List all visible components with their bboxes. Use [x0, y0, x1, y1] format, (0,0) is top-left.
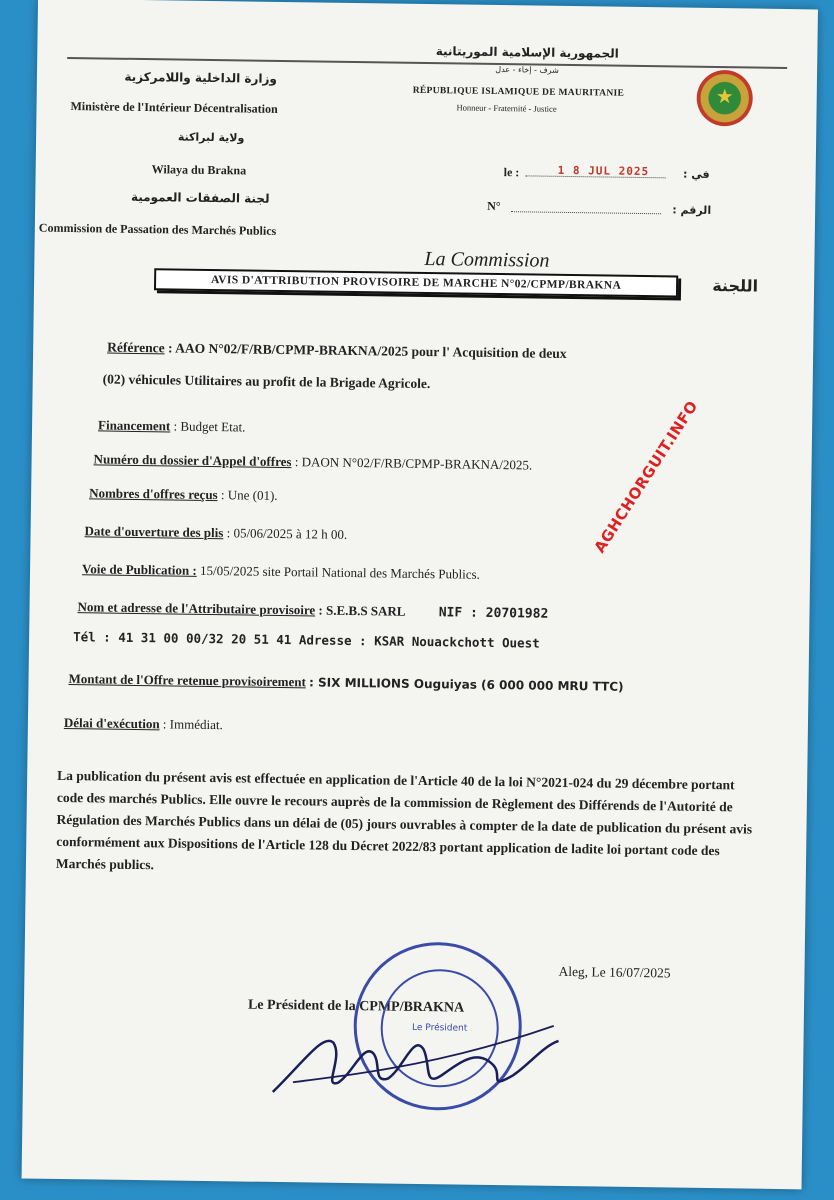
delai-line	[64, 715, 223, 733]
commission-ar: لجنة الصفقات العمومية	[130, 189, 270, 206]
dossier-value: : DAON N°02/F/RB/CPMP-BRAKNA/2025.	[294, 454, 533, 473]
number-label-fr: N°	[487, 198, 501, 214]
reference-value-2: (02) véhicules Utilitaires au profit de la Brigade Agricole.	[102, 371, 431, 392]
stamp-text: Le Président	[412, 1022, 468, 1034]
number-line	[511, 211, 661, 214]
ouverture-line	[84, 523, 347, 543]
number-label-ar: الرقم :	[672, 203, 712, 217]
ministry-fr: Ministère de l'Intérieur Décentralisation	[70, 99, 278, 116]
financement-label: Financement	[97, 417, 171, 434]
header-rule	[67, 57, 787, 69]
attributaire-value: : S.E.B.S SARL	[318, 602, 406, 619]
signatory: Le Président de la CPMP/BRAKNA	[247, 997, 465, 1016]
financement-value: : Budget Etat.	[173, 418, 246, 435]
commission-fr: Commission de Passation des Marchés Publics	[38, 220, 277, 238]
watermark: AGHCHORGUIT.INFO	[590, 397, 702, 557]
financement-line	[98, 417, 246, 435]
notice-title: AVIS D'ATTRIBUTION PROVISOIRE DE MARCHE N°02/CPMP/BRAKNA	[154, 268, 678, 297]
republic-ar: الجمهورية الإسلامية الموريتانية	[435, 44, 619, 61]
ouverture-value: : 05/06/2025 à 12 h 00.	[226, 525, 348, 542]
nif: NIF : 20701982	[438, 605, 549, 622]
date-label-ar: في :	[682, 167, 710, 181]
dossier-label: Numéro du dossier d'Appel d'offres	[93, 451, 292, 470]
legal-paragraph: La publication du présent avis est effectuée en application de l'Article 40 de la loi N°2021-024 du 29 décembre portant code des marchés Publics. Elle ouvre le recours auprès de la commission de Règlement des Différends de l'Autorité de Régulation des Marchés Publics dans un délai de (05) jours ouvrables à compter de la date de publication du présent avis conformément aux Dispositions de l'Article 128 du Décret 2022/83 portant application de ladite loi portant code des Marchés publics.	[55, 767, 753, 873]
dossier-line	[93, 451, 532, 473]
attributaire-line	[77, 599, 548, 622]
reference-value: : AAO N°02/F/RB/CPMP-BRAKNA/2025 pour l' Acquisition de deux	[167, 340, 567, 361]
emblem-star-icon: ★	[715, 86, 734, 109]
handwritten-signature	[263, 1002, 565, 1116]
wilaya-ar: ولاية لبراكنة	[177, 130, 245, 145]
reference-line	[107, 340, 567, 362]
offres-line	[89, 485, 278, 504]
publication-line	[82, 561, 480, 583]
delai-value: : Immédiat.	[162, 716, 223, 733]
handwritten-title: La Commission	[424, 247, 550, 272]
place-date: Aleg, Le 16/07/2025	[558, 963, 671, 981]
attributaire-label: Nom et adresse de l'Attributaire provisoire	[77, 599, 316, 618]
tel-address: Tél : 41 31 00 00/32 20 51 41 Adresse : KSAR Nouackchott Ouest	[73, 629, 540, 651]
offres-label: Nombres d'offres reçus	[89, 485, 218, 503]
date-label-fr: le :	[503, 165, 520, 180]
reference-label: Référence	[107, 339, 165, 356]
ouverture-label: Date d'ouverture des plis	[84, 523, 224, 541]
montant-value: : SIX MILLIONS Ouguiyas (6 000 000 MRU TTC)	[309, 675, 624, 694]
date-stamp: 1 8 JUL 2025	[557, 163, 650, 179]
montant-line	[68, 671, 623, 695]
mauritania-emblem	[696, 70, 753, 127]
motto-fr: Honneur - Fraternité - Justice	[456, 102, 557, 114]
title-ar: اللجنة	[712, 275, 759, 296]
republic-fr: RÉPUBLIQUE ISLAMIQUE DE MAURITANIE	[412, 85, 625, 99]
publication-value: 15/05/2025 site Portail National des Marchés Publics.	[199, 562, 480, 582]
motto-ar: شرف - إخاء - عدل	[495, 64, 559, 75]
publication-label: Voie de Publication :	[81, 561, 197, 578]
document-page	[22, 0, 818, 1189]
ministry-ar: وزارة الداخلية واللامركزية	[124, 69, 278, 86]
offres-value: : Une (01).	[220, 487, 278, 503]
delai-label: Délai d'exécution	[63, 714, 160, 732]
montant-label: Montant de l'Offre retenue provisoirement	[68, 671, 306, 690]
wilaya-fr: Wilaya du Brakna	[151, 162, 247, 178]
